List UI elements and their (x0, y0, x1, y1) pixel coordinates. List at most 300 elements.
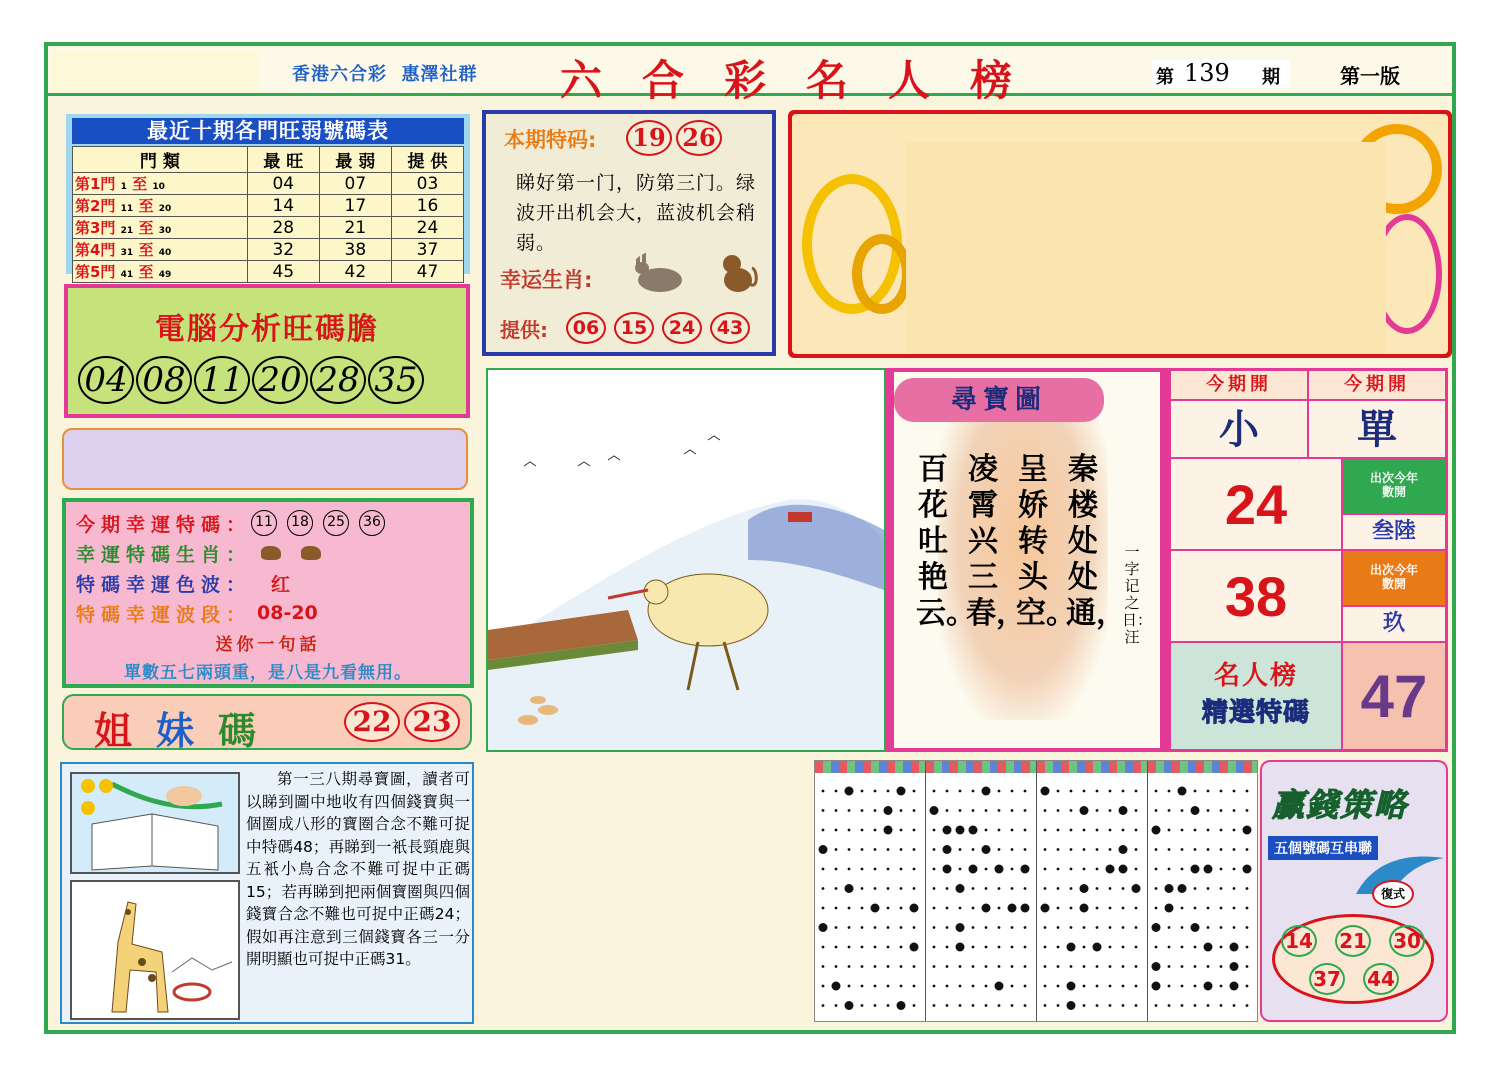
board-dot (1220, 985, 1223, 988)
board-dot (933, 829, 936, 832)
compound-badge: 復式 (1372, 880, 1414, 908)
board-dot (1168, 829, 1171, 832)
board-dot (900, 848, 903, 851)
number-ball: 26 (676, 120, 722, 156)
board-dot (985, 809, 988, 812)
provide-label: 提供: (500, 318, 548, 342)
number-ball: 20 (252, 356, 308, 404)
cold-cell: 07 (319, 173, 391, 195)
special-code-label: 本期特码: (504, 128, 597, 152)
board-dot (1044, 848, 1047, 851)
decorative-banner (788, 110, 1452, 358)
number-ball: 36 (359, 510, 385, 536)
tiger-icon (261, 546, 281, 560)
board-dot (822, 985, 825, 988)
lucky-color-value: 红 (271, 573, 291, 596)
board-dot (1168, 946, 1171, 949)
board-dot (1220, 829, 1223, 832)
board-dot (1057, 868, 1060, 871)
lucky-color-label: 特碼幸運色波： (76, 573, 252, 596)
board-dot (1155, 790, 1158, 793)
board-dot (995, 865, 1004, 874)
lucky-row-range (76, 598, 460, 628)
table-header: 最 旺 (247, 147, 319, 173)
board-dot (1168, 985, 1171, 988)
board-dot (913, 887, 916, 890)
board-dot (1233, 907, 1236, 910)
board-dot (1181, 868, 1184, 871)
header-left-strip (52, 50, 258, 92)
board-dot (1096, 1004, 1099, 1007)
board-dot (1044, 868, 1047, 871)
number-ball: 23 (404, 702, 460, 742)
board-dot (900, 946, 903, 949)
table-row (73, 239, 464, 261)
board-dot (998, 965, 1001, 968)
board-dot (845, 787, 854, 796)
board-dot (887, 946, 890, 949)
board-dot (874, 848, 877, 851)
board-dot (1096, 848, 1099, 851)
board-dot (1220, 1004, 1223, 1007)
board-dot (959, 809, 962, 812)
board-dot (1119, 865, 1128, 874)
board-dot (1178, 787, 1187, 796)
win-strategy-subtitle: 五個號碼互串聯 (1268, 836, 1378, 860)
board-dot (1233, 829, 1236, 832)
number-ball: 35 (368, 356, 424, 404)
board-dot (1181, 829, 1184, 832)
board-dot (1122, 926, 1125, 929)
board-dot (900, 985, 903, 988)
board-dot (835, 848, 838, 851)
board-dot (1194, 946, 1197, 949)
board-dot (1230, 982, 1239, 991)
hot-cell: 04 (247, 173, 319, 195)
board-dot (1181, 848, 1184, 851)
board-dot (861, 868, 864, 871)
provide-numbers (566, 312, 750, 344)
board-dot (1109, 887, 1112, 890)
sister-char-1: 姐 (94, 709, 157, 753)
board-dot (956, 923, 965, 932)
board-dot (1204, 943, 1213, 952)
board-dot (959, 907, 962, 910)
board-dot (1024, 809, 1027, 812)
board-dot (1207, 926, 1210, 929)
provide-cell: 24 (391, 217, 463, 239)
board-dot (1194, 848, 1197, 851)
board-dot (848, 907, 851, 910)
board-dot (969, 826, 978, 835)
board-dot (1233, 887, 1236, 890)
draw-result-grid (1168, 368, 1448, 752)
board-dot (946, 1004, 949, 1007)
gate-label: 第4門 (75, 241, 116, 259)
board-dot (1044, 829, 1047, 832)
gate-to: 10 (152, 182, 165, 192)
size-result: 小 (1170, 400, 1308, 458)
board-dot (933, 868, 936, 871)
board-dot (1230, 943, 1239, 952)
board-dot (1152, 923, 1161, 932)
monkey-icon (714, 250, 760, 296)
computer-analysis-inner (68, 288, 466, 414)
fame-box (1170, 642, 1342, 750)
board-dot (1207, 809, 1210, 812)
board-dot (1135, 848, 1138, 851)
board-dot (956, 943, 965, 952)
board-dot (887, 926, 890, 929)
number-ball: 44 (1363, 963, 1399, 995)
board-dot (1044, 1004, 1047, 1007)
board-dot (1106, 865, 1115, 874)
board-dot (1207, 887, 1210, 890)
gate-to-word: 至 (132, 175, 148, 193)
board-dot (848, 946, 851, 949)
board-dot (861, 985, 864, 988)
board-dot (887, 887, 890, 890)
board-dot (972, 809, 975, 812)
board-dot (959, 848, 962, 851)
board-dot (1194, 985, 1197, 988)
board-dot (1155, 907, 1158, 910)
board-dot (1008, 904, 1017, 913)
gate-from: 31 (120, 248, 134, 258)
board-dot (861, 887, 864, 890)
win-strategy-title: 贏錢策略 (1272, 786, 1409, 824)
board-dot (1191, 865, 1200, 874)
sister-code-title (94, 700, 280, 755)
board-dot (998, 887, 1001, 890)
board-dot (1243, 865, 1252, 874)
board-dot (972, 848, 975, 851)
board-dot (1011, 965, 1014, 968)
count-value: 叁陸 (1342, 514, 1446, 550)
gift-heading: 送你一句話 (215, 635, 321, 655)
board-dot (1165, 884, 1174, 893)
board-dot (972, 790, 975, 793)
number-ball: 24 (662, 312, 702, 344)
board-dot (848, 848, 851, 851)
board-dot (1041, 787, 1050, 796)
board-dot (1194, 1004, 1197, 1007)
board-dot (985, 946, 988, 949)
computer-analysis-title: 電腦分析旺碼膽 (155, 312, 379, 347)
board-dot (1207, 965, 1210, 968)
gate-from: 11 (120, 204, 134, 214)
special-code-numbers (626, 120, 722, 156)
lucky-zodiac-label: 幸运生肖: (500, 268, 593, 292)
board-dot (819, 923, 828, 932)
board-dot (1070, 907, 1073, 910)
board-dot (956, 884, 965, 893)
issue-box (1152, 60, 1290, 88)
board-dot (1220, 965, 1223, 968)
board-dot (913, 790, 916, 793)
gate-label: 第3門 (75, 219, 116, 237)
board-dot (1246, 887, 1249, 890)
number-ball: 22 (344, 702, 400, 742)
board-dot (1057, 1004, 1060, 1007)
board-dot (1233, 809, 1236, 812)
board-dot (874, 790, 877, 793)
board-dot (998, 907, 1001, 910)
gate-cell (73, 217, 248, 239)
number-ball: 19 (626, 120, 672, 156)
board-dot (1168, 926, 1171, 929)
board-dot (1135, 946, 1138, 949)
poem-side-note: 一字记之日：汪 (1122, 543, 1153, 646)
board-dot (1122, 907, 1125, 910)
board-dot (1057, 946, 1060, 949)
board-dot (1152, 826, 1161, 835)
special-code-inner (486, 114, 772, 352)
board-dot (1135, 790, 1138, 793)
poem-column: 呈娇转头空。 (1016, 452, 1076, 631)
board-dot (1011, 887, 1014, 890)
provide-cell: 47 (391, 261, 463, 283)
table-row (73, 217, 464, 239)
board-dot (998, 926, 1001, 929)
lucky-inner (66, 502, 470, 684)
number-ball: 18 (287, 510, 313, 536)
board-dot (1207, 790, 1210, 793)
board-dot (832, 982, 841, 991)
giraffe-illustration (70, 880, 240, 1020)
board-dot (822, 868, 825, 871)
board-dot (884, 826, 893, 835)
number-ball: 21 (1335, 925, 1371, 957)
board-dot (835, 829, 838, 832)
board-dot (822, 1004, 825, 1007)
board-dot (1165, 904, 1174, 913)
draw-result-grid-inner (1170, 370, 1446, 750)
board-dot (1109, 829, 1112, 832)
board-dot (972, 985, 975, 988)
board-dot (1122, 790, 1125, 793)
board-dot (1083, 965, 1086, 968)
board-dot (1194, 965, 1197, 968)
board-dot (946, 985, 949, 988)
board-dot (1057, 907, 1060, 910)
hot-cold-table (72, 146, 464, 283)
board-dot (1119, 806, 1128, 815)
lottery-sheet (44, 42, 1456, 1034)
board-dot (959, 868, 962, 871)
number-ball: 25 (323, 510, 349, 536)
board-dot (1011, 985, 1014, 988)
board-dot (943, 865, 952, 874)
board-dot (1194, 907, 1197, 910)
board-dot (1067, 943, 1076, 952)
board-dot (913, 965, 916, 968)
number-ball: 08 (136, 356, 192, 404)
board-dot (1155, 1004, 1158, 1007)
board-dot (1233, 868, 1236, 871)
board-dot (1083, 790, 1086, 793)
board-dot (933, 985, 936, 988)
board-dot (1109, 907, 1112, 910)
parity-result: 單 (1308, 400, 1446, 458)
board-dot (1083, 1004, 1086, 1007)
special-code-text: 睇好第一门，防第三门。绿波开出机会大，蓝波机会稍弱。 (516, 172, 757, 254)
hot-cell: 32 (247, 239, 319, 261)
board-dot (1246, 848, 1249, 851)
board-dot (887, 1004, 890, 1007)
board-dot (972, 907, 975, 910)
board-dot (1168, 790, 1171, 793)
board-dot (1044, 965, 1047, 968)
gate-label: 第2門 (75, 197, 116, 215)
board-dot (1204, 982, 1213, 991)
board-dot (1011, 868, 1014, 871)
board-dot (1233, 848, 1236, 851)
board-dot (861, 965, 864, 968)
board-dot (972, 1004, 975, 1007)
board-dot (1024, 790, 1027, 793)
board-dot (1181, 965, 1184, 968)
board-dot (1080, 806, 1089, 815)
board-dot (874, 985, 877, 988)
board-dot (861, 809, 864, 812)
board-dot (874, 868, 877, 871)
board-dot (1119, 845, 1128, 854)
board-dot (819, 845, 828, 854)
cold-cell: 17 (319, 195, 391, 217)
board-dot (1096, 829, 1099, 832)
board-dot (933, 790, 936, 793)
board-dot (1135, 985, 1138, 988)
board-dot (1096, 907, 1099, 910)
board-dot (861, 829, 864, 832)
org-left: 香港六合彩 (292, 64, 387, 85)
board-dot (998, 946, 1001, 949)
horse-icon (301, 546, 321, 560)
board-dot (985, 926, 988, 929)
table-header: 門 類 (73, 147, 248, 173)
win-strategy-inner (1262, 762, 1446, 1020)
treasure-map-inner (894, 372, 1160, 748)
board-dot (1122, 829, 1125, 832)
board-dot (1220, 848, 1223, 851)
board-dot (1135, 829, 1138, 832)
number-ball: 06 (566, 312, 606, 344)
board-dot (1067, 1001, 1076, 1010)
board-dot (1109, 926, 1112, 929)
board-dot (1246, 790, 1249, 793)
gate-cell (73, 195, 248, 217)
board-dot (1109, 1004, 1112, 1007)
poem-column: 凌霄兴三春， (966, 452, 1026, 631)
board-dot (1057, 848, 1060, 851)
board-dot (1220, 790, 1223, 793)
story-panel (60, 762, 474, 1024)
board-dot (1204, 865, 1213, 874)
board-dot (1168, 1004, 1171, 1007)
provide-cell: 37 (391, 239, 463, 261)
edition-label: 第一版 (1340, 64, 1400, 88)
board-dot (1011, 1004, 1014, 1007)
board-dot (1246, 907, 1249, 910)
lucky-panel (62, 498, 474, 688)
board-dot (1220, 887, 1223, 890)
board-dot (1135, 1004, 1138, 1007)
dot-pattern-board (814, 760, 1258, 1022)
board-dot (1024, 887, 1027, 890)
hot-cold-table-panel (66, 114, 470, 282)
number-ball: 30 (1389, 925, 1425, 957)
board-dot (1011, 848, 1014, 851)
rabbit-icon (630, 250, 690, 296)
board-dot (1122, 1004, 1125, 1007)
board-dot (1057, 790, 1060, 793)
hot-cell: 14 (247, 195, 319, 217)
board-dot (1070, 926, 1073, 929)
board-dot (1021, 865, 1030, 874)
board-dot (848, 809, 851, 812)
board-dot (1168, 809, 1171, 812)
board-dot (1011, 926, 1014, 929)
board-dot (845, 884, 854, 893)
treasure-map-title: 尋寶圖 (894, 378, 1104, 422)
board-dot (1109, 848, 1112, 851)
number-ball: 14 (1281, 925, 1317, 957)
board-dot (1181, 1004, 1184, 1007)
lucky-row-special (76, 508, 460, 538)
cold-cell: 42 (319, 261, 391, 283)
board-dot (1207, 848, 1210, 851)
board-dot (998, 829, 1001, 832)
board-dot (913, 985, 916, 988)
board-dot (835, 809, 838, 812)
issue-number: 139 (1184, 59, 1230, 87)
board-dot (835, 926, 838, 929)
board-dot (822, 946, 825, 949)
lucky-row-color (76, 568, 460, 598)
board-dot (1132, 884, 1141, 893)
board-dot (930, 806, 939, 815)
board-dot (1194, 887, 1197, 890)
board-dot (933, 926, 936, 929)
board-dot (1122, 887, 1125, 890)
lucky-zodiac-label: 幸運特碼生肖： (76, 543, 252, 566)
gate-from: 1 (120, 182, 127, 192)
board-dot (822, 887, 825, 890)
board-dots (815, 761, 1258, 1022)
board-dot (1070, 848, 1073, 851)
board-dot (1011, 946, 1014, 949)
number-ball: 11 (194, 356, 250, 404)
board-dot (1070, 868, 1073, 871)
board-dot (972, 926, 975, 929)
board-dot (956, 826, 965, 835)
board-dot (887, 848, 890, 851)
computer-analysis-numbers (78, 356, 424, 404)
board-dot (985, 887, 988, 890)
board-dot (900, 926, 903, 929)
board-dot (900, 965, 903, 968)
board-dot (985, 985, 988, 988)
provide-cell: 16 (391, 195, 463, 217)
board-dot (835, 907, 838, 910)
board-dot (861, 848, 864, 851)
board-dot (1057, 809, 1060, 812)
header (48, 46, 1452, 105)
number-ball: 43 (710, 312, 750, 344)
board-dot (1070, 887, 1073, 890)
board-dot (1220, 809, 1223, 812)
